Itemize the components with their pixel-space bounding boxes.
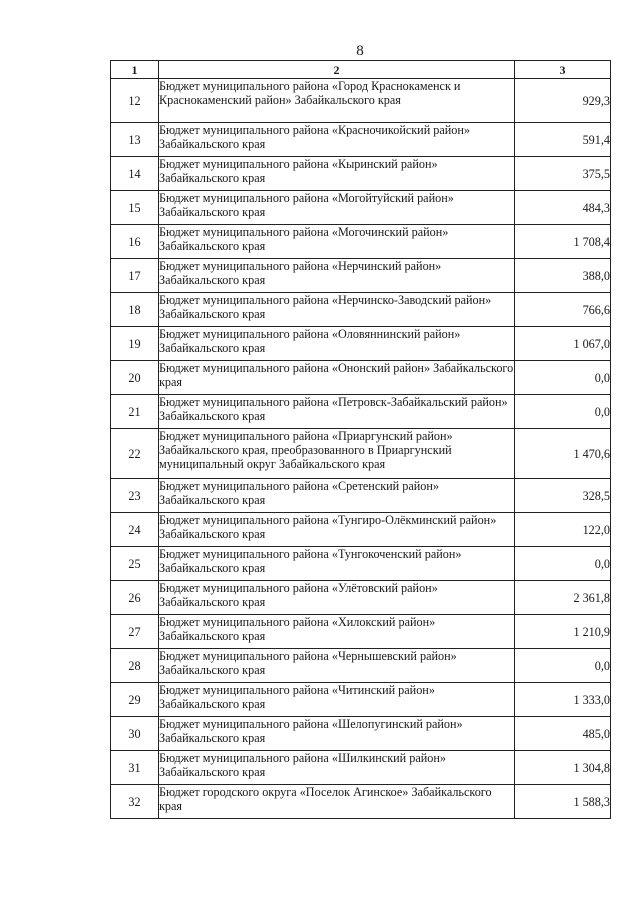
budget-table bbox=[110, 60, 611, 819]
column-header-number: 1 bbox=[111, 61, 159, 79]
budget-amount: 0,0 bbox=[515, 649, 611, 683]
budget-name: Бюджет муниципального района «Хилокский район» Забайкальского края bbox=[159, 615, 515, 649]
budget-name: Бюджет муниципального района «Нерчинский район» Забайкальского края bbox=[159, 259, 515, 293]
table-row bbox=[111, 191, 611, 225]
table-row bbox=[111, 293, 611, 327]
row-number: 27 bbox=[111, 615, 159, 649]
budget-amount: 2 361,8 bbox=[515, 581, 611, 615]
budget-amount: 122,0 bbox=[515, 513, 611, 547]
table-row bbox=[111, 785, 611, 819]
row-number: 29 bbox=[111, 683, 159, 717]
budget-amount: 1 588,3 bbox=[515, 785, 611, 819]
table-row bbox=[111, 649, 611, 683]
budget-amount: 375,5 bbox=[515, 157, 611, 191]
budget-name: Бюджет муниципального района «Улётовский район» Забайкальского края bbox=[159, 581, 515, 615]
row-number: 15 bbox=[111, 191, 159, 225]
row-number: 13 bbox=[111, 123, 159, 157]
table-row bbox=[111, 259, 611, 293]
budget-name: Бюджет муниципального района «Шелопугинский район» Забайкальского края bbox=[159, 717, 515, 751]
budget-amount: 591,4 bbox=[515, 123, 611, 157]
table-row bbox=[111, 547, 611, 581]
table-row bbox=[111, 79, 611, 123]
table-row bbox=[111, 157, 611, 191]
budget-name: Бюджет муниципального района «Красночикойский район» Забайкальского края bbox=[159, 123, 515, 157]
table-header-row bbox=[111, 61, 611, 79]
budget-amount: 485,0 bbox=[515, 717, 611, 751]
budget-name: Бюджет муниципального района «Петровск-Забайкальский район» Забайкальского края bbox=[159, 395, 515, 429]
budget-amount: 1 333,0 bbox=[515, 683, 611, 717]
row-number: 16 bbox=[111, 225, 159, 259]
budget-name: Бюджет муниципального района «Ононский район» Забайкальского края bbox=[159, 361, 515, 395]
table-row bbox=[111, 395, 611, 429]
budget-name: Бюджет городского округа «Поселок Агинское» Забайкальского края bbox=[159, 785, 515, 819]
column-header-amount: 3 bbox=[515, 61, 611, 79]
budget-amount: 1 304,8 bbox=[515, 751, 611, 785]
budget-name: Бюджет муниципального района «Город Краснокаменск и Краснокаменский район» Забайкальского края bbox=[159, 79, 515, 123]
table-row bbox=[111, 717, 611, 751]
budget-amount: 1 708,4 bbox=[515, 225, 611, 259]
row-number: 12 bbox=[111, 79, 159, 123]
budget-amount: 929,3 bbox=[515, 79, 611, 123]
budget-name: Бюджет муниципального района «Оловяннинский район» Забайкальского края bbox=[159, 327, 515, 361]
budget-name: Бюджет муниципального района «Могойтуйский район» Забайкальского края bbox=[159, 191, 515, 225]
row-number: 28 bbox=[111, 649, 159, 683]
row-number: 31 bbox=[111, 751, 159, 785]
page-number: 8 bbox=[356, 43, 364, 59]
table-row bbox=[111, 513, 611, 547]
budget-name: Бюджет муниципального района «Шилкинский район» Забайкальского края bbox=[159, 751, 515, 785]
row-number: 20 bbox=[111, 361, 159, 395]
row-number: 19 bbox=[111, 327, 159, 361]
table-row bbox=[111, 683, 611, 717]
budget-amount: 0,0 bbox=[515, 361, 611, 395]
row-number: 24 bbox=[111, 513, 159, 547]
budget-name: Бюджет муниципального района «Сретенский район» Забайкальского края bbox=[159, 479, 515, 513]
budget-name: Бюджет муниципального района «Читинский район» Забайкальского края bbox=[159, 683, 515, 717]
row-number: 25 bbox=[111, 547, 159, 581]
table-row bbox=[111, 751, 611, 785]
table-body bbox=[111, 79, 611, 819]
budget-amount: 1 210,9 bbox=[515, 615, 611, 649]
budget-amount: 766,6 bbox=[515, 293, 611, 327]
row-number: 14 bbox=[111, 157, 159, 191]
budget-name: Бюджет муниципального района «Могочинский район» Забайкальского края bbox=[159, 225, 515, 259]
table-row bbox=[111, 429, 611, 479]
table-row bbox=[111, 361, 611, 395]
budget-name: Бюджет муниципального района «Приаргунский район» Забайкальского края, преобразованного в Приаргунский муниципальный округ Забайкальского края bbox=[159, 429, 515, 479]
row-number: 21 bbox=[111, 395, 159, 429]
table-row bbox=[111, 123, 611, 157]
budget-name: Бюджет муниципального района «Тунгиро-Олёкминский район» Забайкальского края bbox=[159, 513, 515, 547]
table-row bbox=[111, 327, 611, 361]
table-row bbox=[111, 225, 611, 259]
budget-amount: 328,5 bbox=[515, 479, 611, 513]
row-number: 18 bbox=[111, 293, 159, 327]
budget-amount: 484,3 bbox=[515, 191, 611, 225]
column-header-name: 2 bbox=[159, 61, 515, 79]
budget-name: Бюджет муниципального района «Кыринский район» Забайкальского края bbox=[159, 157, 515, 191]
budget-name: Бюджет муниципального района «Нерчинско-Заводский район» Забайкальского края bbox=[159, 293, 515, 327]
row-number: 32 bbox=[111, 785, 159, 819]
table-row bbox=[111, 581, 611, 615]
row-number: 26 bbox=[111, 581, 159, 615]
budget-name: Бюджет муниципального района «Чернышевский район» Забайкальского края bbox=[159, 649, 515, 683]
row-number: 22 bbox=[111, 429, 159, 479]
row-number: 23 bbox=[111, 479, 159, 513]
budget-amount: 1 470,6 bbox=[515, 429, 611, 479]
budget-amount: 388,0 bbox=[515, 259, 611, 293]
table-row bbox=[111, 479, 611, 513]
budget-amount: 0,0 bbox=[515, 395, 611, 429]
budget-name: Бюджет муниципального района «Тунгокоченский район» Забайкальского края bbox=[159, 547, 515, 581]
row-number: 30 bbox=[111, 717, 159, 751]
budget-amount: 1 067,0 bbox=[515, 327, 611, 361]
row-number: 17 bbox=[111, 259, 159, 293]
budget-amount: 0,0 bbox=[515, 547, 611, 581]
table-row bbox=[111, 615, 611, 649]
